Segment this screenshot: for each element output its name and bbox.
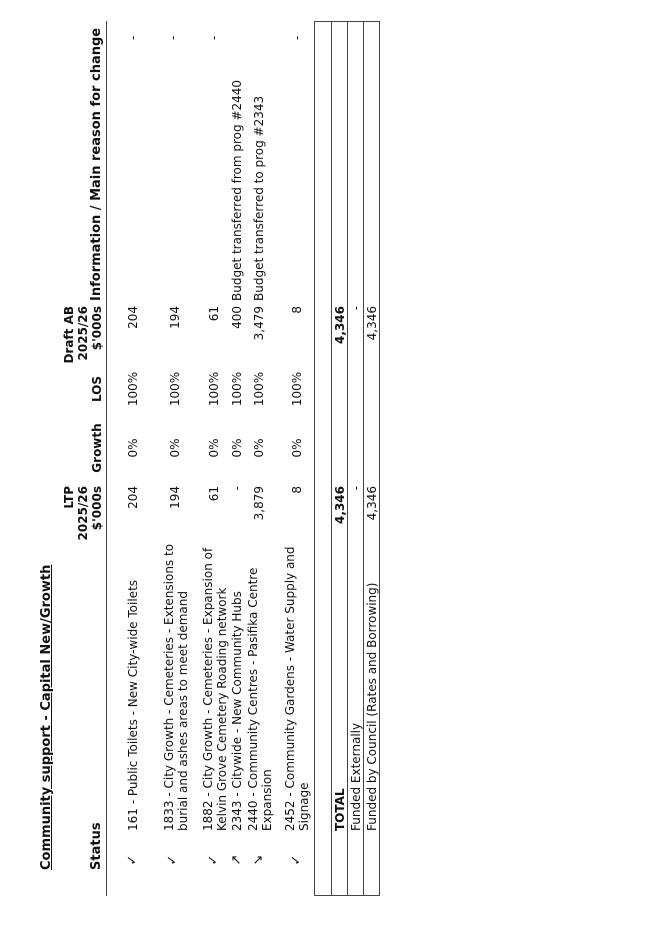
row-1833-name-line2: burial and ashes areas to meet demand	[176, 591, 190, 831]
totals-right-rule	[314, 21, 379, 22]
row-2343-name: 2343 - Citywide - New Community Hubs	[230, 591, 244, 831]
row-161-growth: 0%	[126, 438, 140, 458]
row-1882-name-line2: Kelvin Grove Cemetery Roading network	[215, 587, 229, 831]
header-draft-line3: $'000s	[90, 306, 104, 351]
row-2440-name-line2: Expansion	[260, 769, 274, 831]
row-2452-growth: 0%	[290, 438, 304, 458]
funded-by-council-ltp: 4,346	[365, 486, 379, 521]
row-161-los: 100%	[126, 371, 140, 407]
row-2440-los: 100%	[252, 371, 266, 407]
header-ltp-line2: 2025/26	[76, 486, 90, 541]
row-1833-dash: -	[166, 35, 180, 40]
status-ok-icon: ✓	[206, 854, 221, 866]
status-ok-icon: ✓	[125, 854, 140, 866]
row-1882-draft: 61	[207, 306, 221, 322]
row-1882-dash: -	[207, 35, 221, 40]
totals-left-rule	[314, 895, 379, 896]
row-2343-los: 100%	[230, 371, 244, 407]
row-1833-ltp: 194	[168, 486, 182, 509]
header-rule	[106, 21, 107, 896]
totals-rule-2	[347, 21, 348, 896]
header-growth: Growth	[90, 423, 104, 473]
row-2452-ltp: 8	[290, 486, 304, 494]
row-161-ltp: 204	[126, 486, 140, 509]
funded-externally-ltp: -	[349, 486, 363, 491]
row-2343-ltp: -	[230, 486, 244, 491]
totals-rule-1	[331, 21, 332, 896]
row-1833-los: 100%	[168, 371, 182, 407]
row-2452-los: 100%	[290, 371, 304, 407]
section-title: Community support - Capital New/Growth	[39, 564, 54, 870]
row-2452-dash: -	[290, 35, 304, 40]
row-2440-growth: 0%	[252, 438, 266, 458]
header-ltp-line1: LTP	[62, 486, 76, 509]
row-1882-name-line1: 1882 - City Growth - Cemeteries - Expansion of	[201, 547, 215, 831]
header-status: Status	[89, 822, 104, 870]
row-2440-draft: 3,479	[252, 306, 266, 341]
row-2452-draft: 8	[290, 306, 304, 314]
totals-bottom-rule	[379, 21, 380, 896]
row-2440-name-line1: 2440 - Community Centres - Pasifika Centre	[246, 567, 260, 831]
row-2343-growth: 0%	[230, 438, 244, 458]
header-draft-line2: 2025/26	[76, 306, 90, 361]
row-1833-growth: 0%	[168, 438, 182, 458]
status-ok-icon: ✓	[289, 854, 304, 866]
row-2343-draft: 400	[230, 306, 244, 329]
row-161-dash: -	[126, 35, 140, 40]
row-2452-name-line2: Signage	[297, 782, 311, 831]
totals-rule-3	[363, 21, 364, 896]
header-los: LOS	[90, 375, 104, 403]
status-up-arrow-icon: ↗	[229, 854, 244, 866]
row-1882-ltp: 61	[207, 486, 221, 502]
row-2440-ltp: 3,879	[252, 486, 266, 521]
header-info: Information / Main reason for change	[89, 27, 104, 301]
funded-by-council-label: Funded by Council (Rates and Borrowing)	[365, 582, 379, 831]
header-draft-line1: Draft AB	[62, 306, 76, 364]
row-1833-name-line1: 1833 - City Growth - Cemeteries - Extensions to	[162, 543, 176, 831]
total-label: TOTAL	[333, 788, 347, 831]
row-161-draft: 204	[126, 306, 140, 329]
row-2343-info: Budget transferred from prog #2440	[230, 79, 244, 301]
row-1882-growth: 0%	[207, 438, 221, 458]
row-2452-name-line1: 2452 - Community Gardens - Water Supply and	[283, 546, 297, 831]
funded-externally-label: Funded Externally	[349, 722, 363, 831]
funded-by-council-draft: 4,346	[365, 306, 379, 341]
status-down-arrow-icon: ↘	[251, 854, 266, 866]
header-ltp-line3: $'000s	[90, 486, 104, 531]
total-ltp: 4,346	[333, 486, 347, 524]
total-draft: 4,346	[333, 306, 347, 344]
row-161-name: 161 - Public Toilets - New City-wide Toilets	[126, 579, 140, 831]
totals-top-rule	[314, 21, 315, 896]
funded-externally-draft: -	[349, 306, 363, 311]
row-2440-info: Budget transferred to prog #2343	[252, 95, 266, 301]
row-1833-draft: 194	[168, 306, 182, 329]
row-1882-los: 100%	[207, 371, 221, 407]
status-ok-icon: ✓	[165, 854, 180, 866]
